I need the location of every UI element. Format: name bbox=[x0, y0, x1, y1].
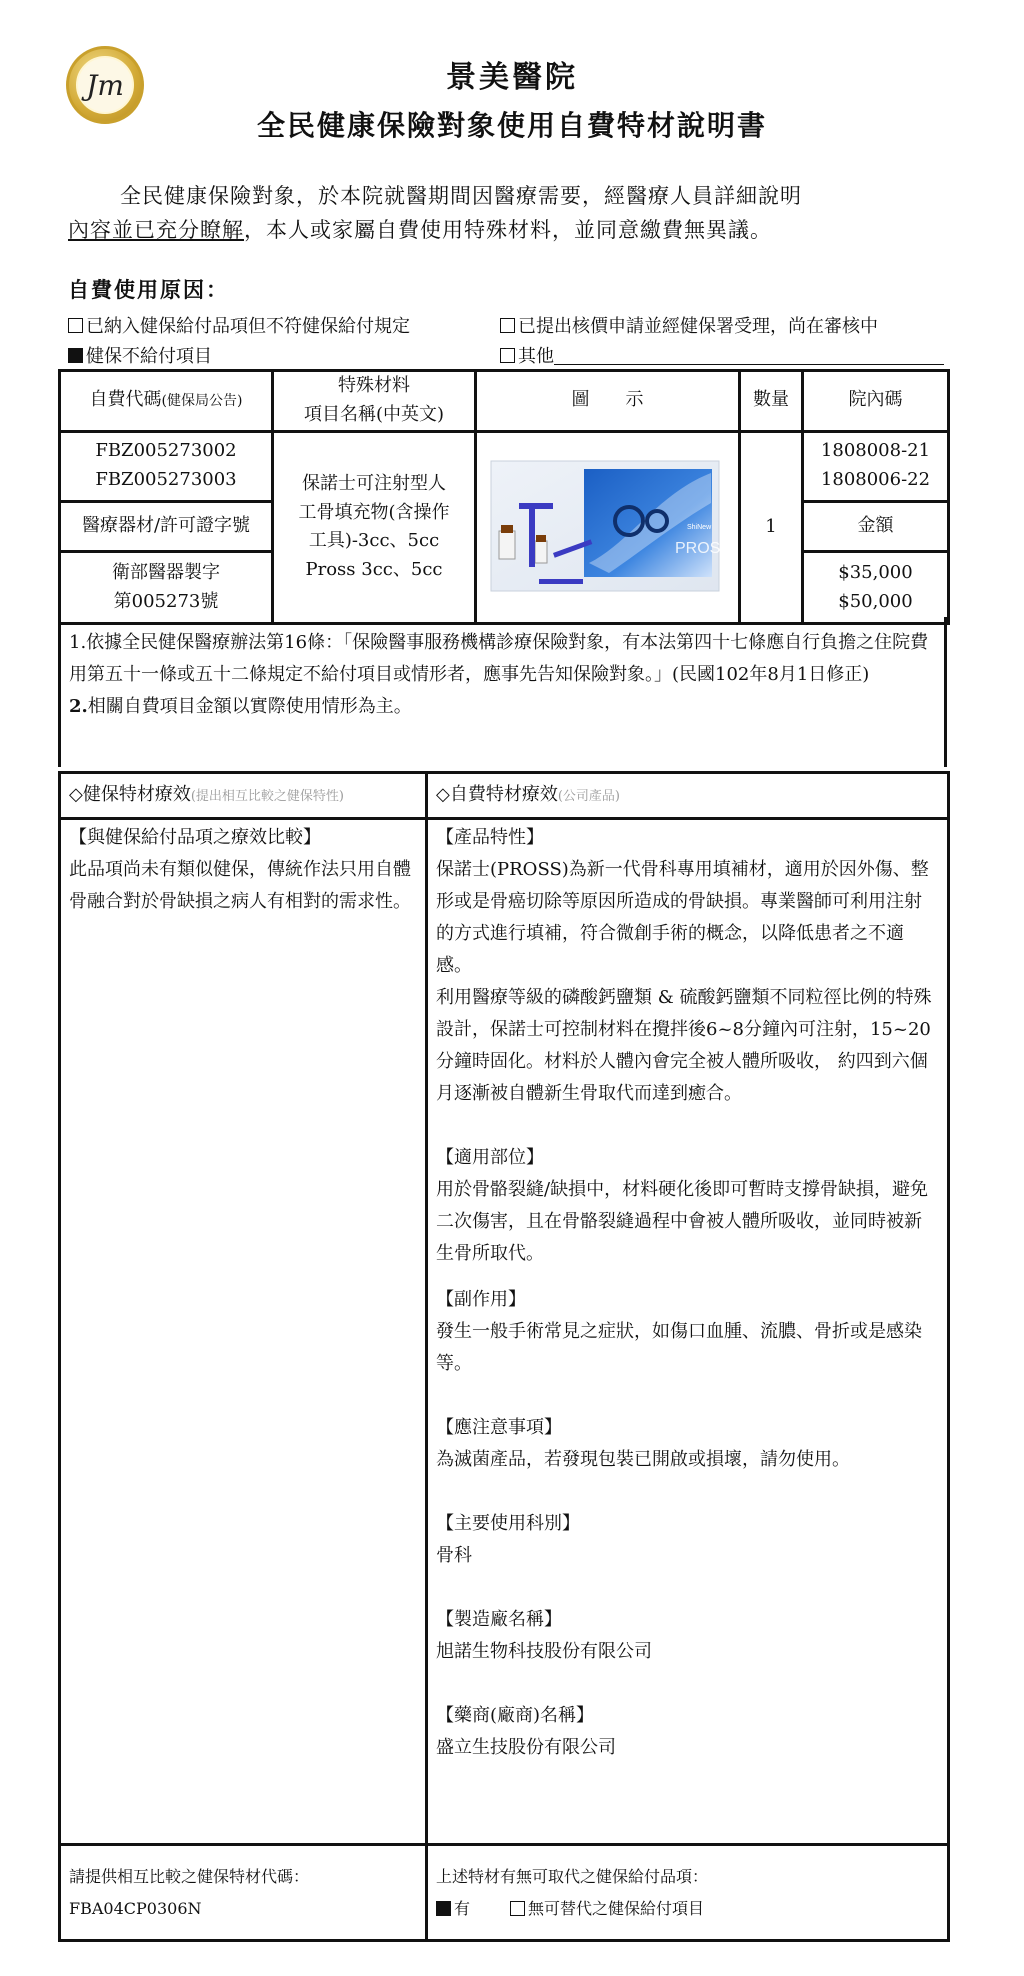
vendor-heading: 【藥商(廠商)名稱】 bbox=[436, 1705, 595, 1726]
checkbox-unchecked[interactable] bbox=[510, 1901, 525, 1916]
hospital-name: 景美醫院 bbox=[446, 60, 578, 95]
right-header: ◇自費特材療效(公司產品) bbox=[427, 773, 949, 819]
footer-left: 請提供相互比較之健保特材代碼： FBA04CP0306N bbox=[60, 1845, 427, 1941]
reason-option-2[interactable] bbox=[500, 312, 878, 338]
reason-option-label: 已納入健保給付品項但不符健保給付規定 bbox=[86, 316, 410, 337]
manufacturer-text: 旭諾生物科技股份有限公司 bbox=[436, 1641, 652, 1662]
reason-option-4[interactable] bbox=[500, 342, 944, 368]
cell-amount-label: 金額 bbox=[803, 501, 949, 552]
side-effect-heading: 【副作用】 bbox=[436, 1289, 526, 1310]
applicable-site-heading: 【適用部位】 bbox=[436, 1147, 544, 1168]
checkbox-checked[interactable] bbox=[436, 1901, 451, 1916]
reason-option-3[interactable] bbox=[68, 342, 212, 368]
note-2: 2.相關自費項目金額以實際使用情形為主。 bbox=[69, 696, 412, 717]
left-header: ◇健保特材療效(提出相互比較之健保特性) bbox=[60, 773, 427, 819]
other-blank-line[interactable] bbox=[554, 346, 944, 365]
precaution-text: 為滅菌產品，若發現包裝已開啟或損壞，請勿使用。 bbox=[436, 1449, 850, 1470]
cell-amounts: $35,000 $50,000 bbox=[803, 552, 949, 624]
notes-block bbox=[58, 617, 947, 767]
reason-option-label: 健保不給付項目 bbox=[86, 346, 212, 367]
product-feature-heading: 【產品特性】 bbox=[436, 827, 544, 848]
cell-license-number: 衛部醫器製字 第005273號 bbox=[60, 552, 273, 624]
product-feature-text-2: 利用醫療等級的磷酸鈣鹽類 & 硫酸鈣鹽類不同粒徑比例的特殊設計，保諾士可控制材料在攪拌後6~8分鐘內可注射，15~20分鐘時固化。材料於人體內會完全被人體所吸收， 約四到六個月逐漸被自體新生骨取代而達到癒合。 bbox=[436, 987, 932, 1104]
product-package-image bbox=[479, 433, 737, 613]
intro-line-1: 全民健康保險對象，於本院就醫期間因醫療需要，經醫療人員詳細說明 bbox=[120, 184, 802, 208]
right-body bbox=[427, 819, 949, 1845]
reason-option-1[interactable] bbox=[68, 312, 410, 338]
precaution-heading: 【應注意事項】 bbox=[436, 1417, 562, 1438]
reason-heading: 自費使用原因： bbox=[68, 277, 229, 302]
department-heading: 【主要使用科別】 bbox=[436, 1513, 580, 1534]
header-qty: 數量 bbox=[740, 371, 803, 432]
header-internal-code: 院內碼 bbox=[803, 371, 949, 432]
efficacy-comparison-table bbox=[58, 771, 950, 1942]
substitute-options: 有 無可替代之健保給付項目 bbox=[436, 1893, 939, 1925]
cell-internal-codes: 1808008-21 1808006-22 bbox=[803, 431, 949, 501]
package-product-text: PROSS bbox=[674, 539, 731, 557]
reason-option-label: 其他 bbox=[518, 346, 554, 367]
vendor-text: 盛立生技股份有限公司 bbox=[436, 1737, 616, 1758]
comparison-code: FBA04CP0306N bbox=[69, 1898, 202, 1918]
checkbox-unchecked[interactable] bbox=[500, 318, 515, 333]
checkbox-checked[interactable] bbox=[68, 348, 83, 363]
checkbox-unchecked[interactable] bbox=[68, 318, 83, 333]
applicable-site-text: 用於骨骼裂縫/缺損中，材料硬化後即可暫時支撐骨缺損，避免二次傷害，且在骨骼裂縫過程中會被人體所吸收，並同時被新生骨所取代。 bbox=[436, 1179, 929, 1264]
cell-qty: 1 bbox=[740, 431, 803, 624]
reason-option-label: 已提出核價申請並經健保署受理，尚在審核中 bbox=[518, 316, 878, 337]
manufacturer-heading: 【製造廠名稱】 bbox=[436, 1609, 562, 1630]
left-subheading: 【與健保給付品項之療效比較】 bbox=[69, 827, 321, 848]
package-brand-text: ShiNew bbox=[686, 523, 711, 531]
left-text: 此品項尚未有類似健保，傳統作法只用自體骨融合對於骨缺損之病人有相對的需求性。 bbox=[69, 859, 411, 912]
logo-monogram: Jm bbox=[76, 56, 134, 114]
header-code: 自費代碼(健保局公告) bbox=[60, 371, 273, 432]
header-item-name: 特殊材料 項目名稱(中英文) bbox=[273, 371, 476, 432]
form-title: 全民健康保險對象使用自費特材說明書 bbox=[256, 109, 767, 142]
cell-codes: FBZ005273002 FBZ005273003 bbox=[60, 431, 273, 501]
intro-rest: ，本人或家屬自費使用特殊材料，並同意繳費無異議。 bbox=[244, 218, 772, 242]
intro-line-2 bbox=[68, 214, 968, 244]
product-feature-text-1: 保諾士(PROSS)為新一代骨科專用填補材，適用於因外傷、整形或是骨癌切除等原因所造成的骨缺損。專業醫師可利用注射的方式進行填補，符合微創手術的概念，以降低患者之不適感。 bbox=[436, 859, 929, 976]
intro-underlined: 內容並已充分瞭解 bbox=[68, 218, 244, 242]
cell-product-name: 保諾士可注射型人 工骨填充物(含操作 工具)-3cc、5cc Pross 3cc、5cc bbox=[273, 431, 476, 624]
note-1: 1.依據全民健保醫療辦法第16條：「保險醫事服務機構診療保險對象，有本法第四十七條應自行負擔之住院費用第五十一條或五十二條規定不給付項目或情形者，應事先告知保險對象。」(民國102年8月1日修正) bbox=[69, 632, 929, 685]
footer-right: 上述特材有無可取代之健保給付品項： 有 無可替代之健保給付項目 bbox=[427, 1845, 949, 1941]
cell-product-image bbox=[476, 431, 740, 624]
checkbox-unchecked[interactable] bbox=[500, 348, 515, 363]
side-effect-text: 發生一般手術常見之症狀，如傷口血腫、流膿、骨折或是感染等。 bbox=[436, 1321, 922, 1374]
material-spec-table bbox=[58, 369, 950, 625]
cell-license-label: 醫療器材/許可證字號 bbox=[60, 501, 273, 552]
left-body bbox=[60, 819, 427, 1845]
department-text: 骨科 bbox=[436, 1545, 472, 1566]
header-image: 圖 示 bbox=[476, 371, 740, 432]
